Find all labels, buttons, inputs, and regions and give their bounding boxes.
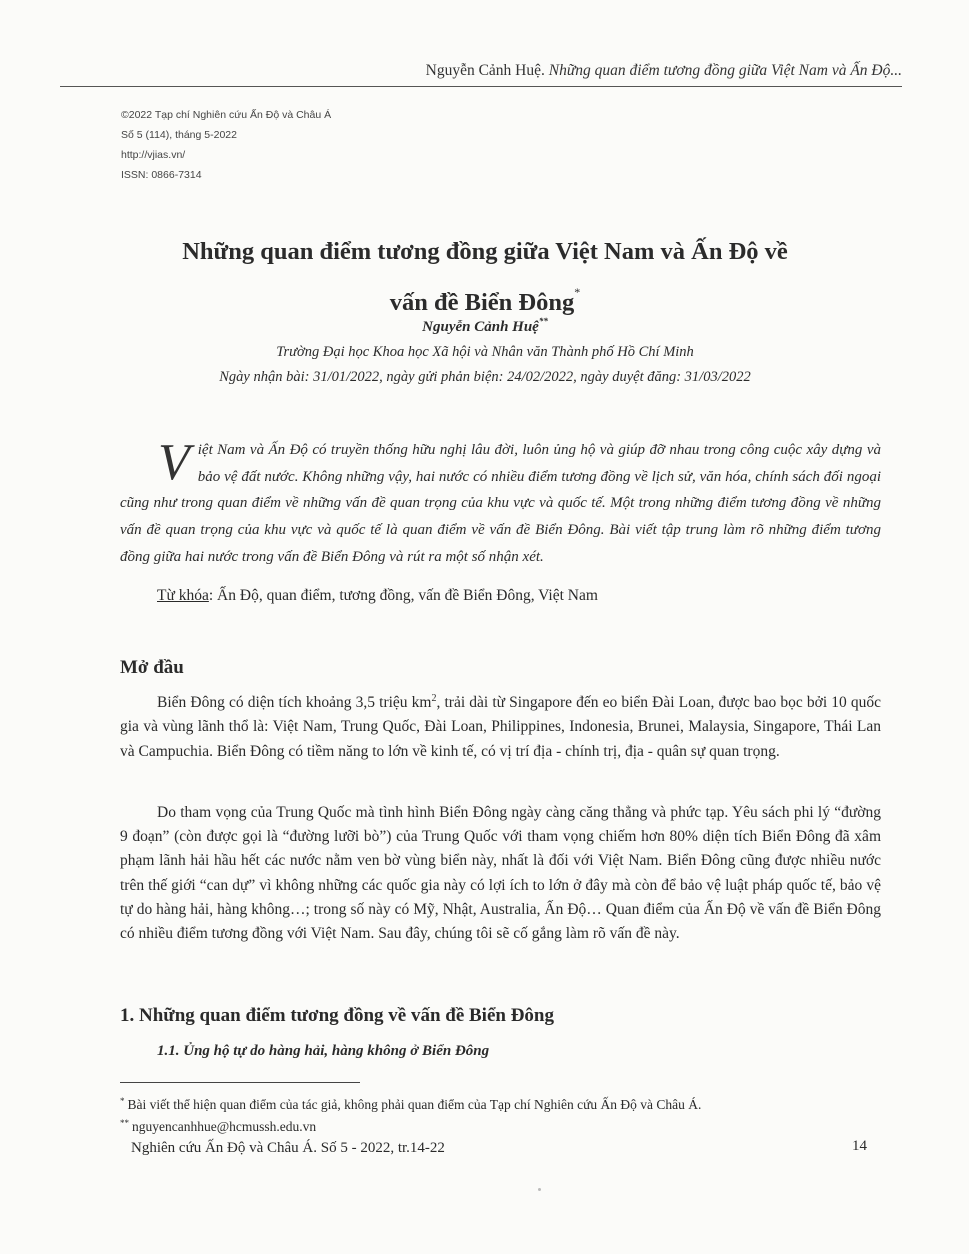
article-title-line2-text: vấn đề Biển Đông [389,289,575,316]
footnotes [120,1092,701,1136]
journal-meta [121,105,331,185]
keywords-text: : Ấn Độ, quan điểm, tương đồng, vấn đề Biển Đông, Việt Nam [208,587,598,604]
intro-par2: Do tham vọng của Trung Quốc mà tình hình Biển Đông ngày càng căng thẳng và phức tạp. Yêu sách phi lý “đường 9 đoạn” (còn được gọi là “đường lưỡi bò”) của Trung Quốc với tham vọng chiếm hơn 80% diện tích Biển Đông đã xâm phạm lãnh hải hầu hết các nước nằm ven bờ vùng biển này, nhất là đối với Việt Nam. Biển Đông cũng được nhiều nước trên thế giới “can dự” vì không những các quốc gia này có lợi ích to lớn ở đây mà còn để bảo vệ luật pháp quốc tế, bảo vệ tự do hàng hải, hàng không…; trong số này có Mỹ, Nhật, Australia, Ấn Độ… Quan điểm của Ấn Độ về vấn đề Biển Đông có nhiều điểm tương đồng với Việt Nam. Sau đây, chúng tôi sẽ cố gắng làm rõ vấn đề này. [120,804,881,943]
section-heading-1: 1. Những quan điểm tương đồng về vấn đề Biển Đông [120,1005,555,1026]
running-head-author: Nguyễn Cảnh Huệ. [425,62,545,79]
journal-issn: ISSN: 0866-7314 [121,169,202,181]
footnote-mark: * [120,1096,125,1106]
keywords [157,587,598,605]
title-footnote-mark: * [574,285,581,299]
abstract-dropcap: V [158,434,190,491]
running-head [60,62,902,87]
intro-par1-a: Biển Đông có diện tích khoảng 3,5 triệu km [157,694,432,712]
section-heading-intro: Mở đầu [120,657,184,678]
journal-issue: Số 5 (114), tháng 5-2022 [121,129,237,141]
footnote-divider [120,1082,360,1083]
keywords-label: Từ khóa [157,587,209,604]
intro-par1-b: , trải dài từ Singapore đến eo biển Đài Loan, được bao bọc bởi 10 quốc gia và vùng lãnh thổ là: Việt Nam, Trung Quốc, Đài Loan, Philippines, Indonesia, Brunei, Malaysia, Singapore, Thái Lan và Campuchia. Biển Đông có tiềm năng to lớn về kinh tế, có vị trí địa - chính trị, địa - quân sự quan trọng. [120,694,882,760]
body-paragraph [120,687,881,764]
footer-journal: Nghiên cứu Ấn Độ và Châu Á. Số 5 - 2022, tr.14-22 [131,1140,445,1156]
journal-url: http://vjias.vn/ [121,149,186,161]
body-paragraph [120,801,881,946]
author-name-text: Nguyễn Cảnh Huệ [422,319,539,335]
superscript: 2 [431,693,437,704]
abstract [120,434,881,571]
footnote-item [120,1114,701,1136]
author-name [120,316,850,336]
subsection-heading-1-1: 1.1. Ủng hộ tự do hàng hải, hàng không ở Biển Đông [157,1043,490,1059]
page-number: 14 [852,1138,867,1154]
article-dates: Ngày nhận bài: 31/01/2022, ngày gửi phản biện: 24/02/2022, ngày duyệt đăng: 31/03/2022 [219,369,751,385]
author-affiliation: Trường Đại học Khoa học Xã hội và Nhân văn Thành phố Hồ Chí Minh [276,344,694,360]
running-head-title: Những quan điểm tương đồng giữa Việt Nam và Ấn Độ... [548,62,902,79]
article-title [120,232,850,323]
author-footnote-mark: ** [538,316,548,326]
journal-copyright: ©2022 Tạp chí Nghiên cứu Ấn Độ và Châu Á [121,109,332,121]
scan-speck [538,1188,541,1191]
footnote-mark: ** [120,1118,129,1128]
article-title-line1: Những quan điểm tương đồng giữa Việt Nam và Ấn Độ về [182,238,788,265]
footnote-item [120,1092,701,1114]
footnote-text: nguyencanhhue@hcmussh.edu.vn [132,1119,317,1134]
footnote-text: Bài viết thể hiện quan điểm của tác giả, không phải quan điểm của Tạp chí Nghiên cứu Ấn Độ và Châu Á. [127,1097,702,1112]
abstract-text: iệt Nam và Ấn Độ có truyền thống hữu nghị lâu đời, luôn ủng hộ và giúp đỡ nhau trong công cuộc xây dựng và bảo vệ đất nước. Không những vậy, hai nước có nhiều điểm tương đồng về lịch sử, văn hóa, chính sách đối ngoại cũng như trong quan điểm về những vấn đề quan trọng của khu vực và quốc tế. Một trong những điểm tương đồng về những vấn đề quan trọng của khu vực và quốc tế là quan điểm về vấn đề Biển Đông. Bài viết tập trung làm rõ những điểm tương đồng giữa hai nước trong vấn đề Biển Đông và rút ra một số nhận xét. [120,442,881,565]
